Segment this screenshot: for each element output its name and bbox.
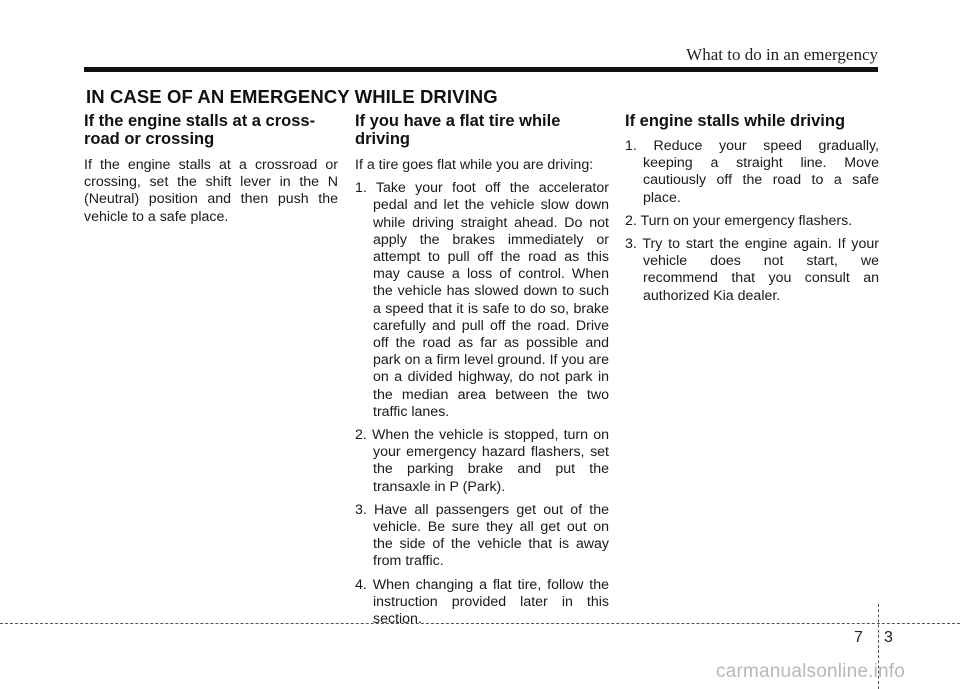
watermark: carmanualsonline.info (716, 661, 906, 682)
page-number: 3 (884, 629, 893, 646)
heading-line-2: road or crossing (84, 130, 215, 148)
heading-line-2: driving (355, 130, 411, 148)
column-engine-stalls-driving (625, 112, 879, 311)
heading-line-1: If you have a flat tire while (355, 112, 561, 130)
engine-stalls-steps (625, 138, 879, 305)
heading-engine-stalls-driving: If engine stalls while driving (625, 112, 846, 130)
list-item: 2. When the vehicle is stopped, turn on your emergency hazard flashers, set the parking brake and put the transaxle in P (Park). (355, 427, 609, 495)
paragraph-engine-stalls-crossroad: If the engine stalls at a crossroad or crossing, set the shift lever in the N (Neutral) position and then push the vehicle to a safe place. (84, 157, 338, 225)
chapter-number: 7 (854, 629, 863, 646)
list-item: 3. Try to start the engine again. If your vehicle does not start, we recommend that you consult an authorized Kia dealer. (625, 236, 879, 304)
chapter-running-head: What to do in an emergency (686, 45, 878, 64)
column-engine-stalls-crossroad (84, 112, 338, 226)
column-flat-tire (355, 112, 609, 634)
header-rule (84, 67, 878, 72)
flat-tire-intro: If a tire goes flat while you are driving: (355, 157, 594, 173)
heading-line-1: If the engine stalls at a cross- (84, 112, 316, 130)
section-title: IN CASE OF AN EMERGENCY WHILE DRIVING (86, 86, 498, 107)
flat-tire-steps (355, 180, 609, 628)
list-item: 2. Turn on your emergency flashers. (625, 212, 853, 229)
footer-dashed-rule (0, 623, 960, 624)
list-item: 3. Have all passengers get out of the vehicle. Be sure they all get out on the side of the vehicle that is away from traffic. (355, 501, 609, 570)
list-item: 4. When changing a flat tire, follow the instruction provided later in this section. (355, 576, 609, 628)
heading-engine-stalls-crossroad (84, 112, 338, 148)
heading-flat-tire (355, 112, 609, 148)
list-item: 1. Take your foot off the accelerator pedal and let the vehicle slow down while driving straight ahead. Do not apply the brakes immediately or attempt to pull off the road as this may cause a loss of control. When the vehicle has slowed down to such a speed that it is safe to do so, brake carefully and pull off the road. Drive off the road as far as possible and park on a firm level ground. If you are on a divided highway, do not park in the median area between the two traffic lanes. (355, 180, 609, 420)
list-item: 1. Reduce your speed gradually, keeping a straight line. Move cautiously off the road to a safe place. (625, 138, 879, 206)
